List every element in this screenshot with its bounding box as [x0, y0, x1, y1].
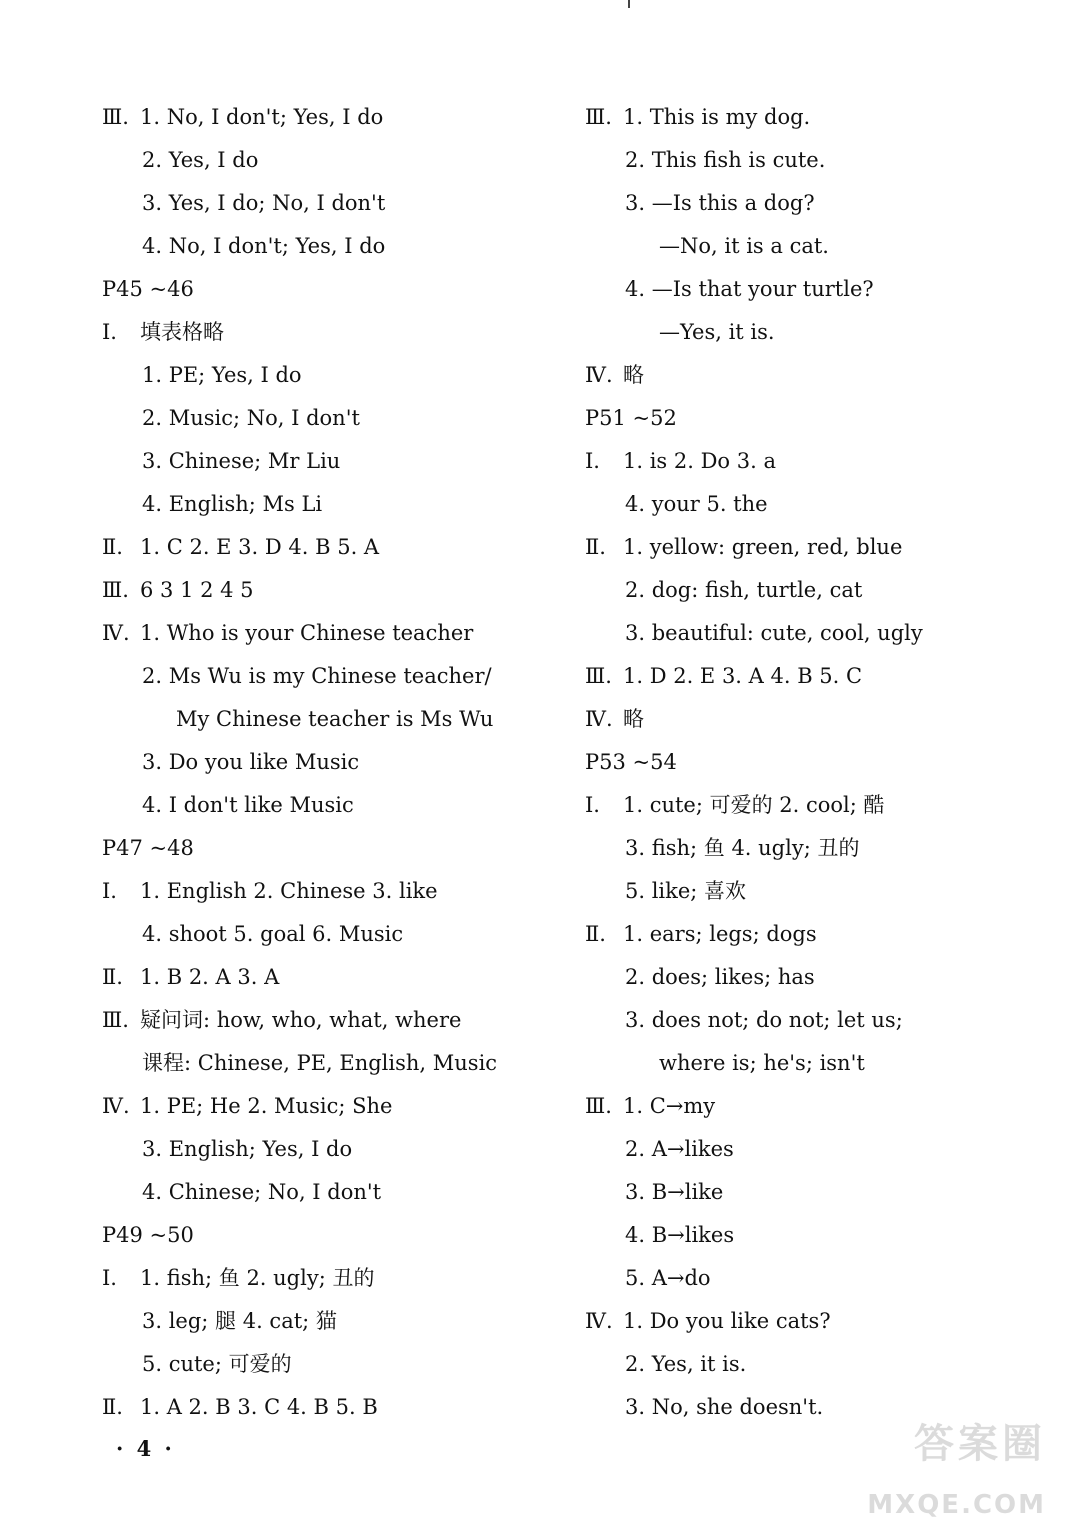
answer-line — [585, 311, 1045, 354]
section-numeral: Ⅲ. — [102, 105, 129, 129]
answer-line — [585, 96, 1045, 139]
section-numeral: Ⅱ. — [585, 922, 606, 946]
answer-text: 3. No, she doesn't. — [625, 1395, 824, 1419]
answer-text: 1. PE; He 2. Music; She — [140, 1094, 393, 1118]
answer-text: where is; he's; isn't — [659, 1051, 865, 1075]
answer-text: 略 — [623, 707, 644, 731]
section-numeral: Ⅲ. — [585, 664, 612, 688]
answer-line — [585, 268, 1045, 311]
answer-text: 课程: Chinese, PE, English, Music — [142, 1051, 498, 1075]
answer-text: 4. shoot 5. goal 6. Music — [142, 922, 404, 946]
answer-text: 1. ears; legs; dogs — [623, 922, 817, 946]
answer-text: 3. Do you like Music — [142, 750, 360, 774]
answer-text: 4. —Is that your turtle? — [625, 277, 874, 301]
answer-text: 3. B→like — [625, 1180, 724, 1204]
answer-line — [102, 1042, 552, 1085]
answer-text: 5. A→do — [625, 1266, 711, 1290]
section-numeral: Ⅰ. — [102, 879, 117, 903]
answer-line — [585, 612, 1045, 655]
answer-text: 1. Do you like cats? — [623, 1309, 831, 1333]
answer-line — [585, 1214, 1045, 1257]
section-numeral: Ⅱ. — [585, 535, 606, 559]
answer-line — [102, 1257, 552, 1300]
watermark-url: MXQE.COM — [867, 1490, 1046, 1520]
answer-line — [102, 440, 552, 483]
section-numeral: Ⅲ. — [102, 578, 129, 602]
answer-text: 2. Yes, I do — [142, 148, 259, 172]
answer-text: 2. Music; No, I don't — [142, 406, 360, 430]
answer-text: 3. Yes, I do; No, I don't — [142, 191, 386, 215]
page-range-heading — [585, 397, 1045, 440]
page-number: · 4 · — [116, 1436, 175, 1461]
answer-line — [585, 1128, 1045, 1171]
answer-line — [585, 139, 1045, 182]
answer-line — [102, 870, 552, 913]
watermark-logo-text: 答案圈 — [914, 1421, 1046, 1467]
answer-text: 疑问词: how, who, what, where — [140, 1008, 462, 1032]
answer-text: 1. C 2. E 3. D 4. B 5. A — [140, 535, 380, 559]
section-numeral: Ⅳ. — [102, 1094, 130, 1118]
answer-text: My Chinese teacher is Ms Wu — [176, 707, 494, 731]
section-numeral: Ⅳ. — [585, 707, 613, 731]
answer-line — [585, 182, 1045, 225]
answer-line — [585, 1257, 1045, 1300]
answer-text: 1. yellow: green, red, blue — [623, 535, 903, 559]
answer-line — [102, 1300, 552, 1343]
answer-line — [102, 182, 552, 225]
answer-text: 3. leg; 腿 4. cat; 猫 — [142, 1309, 337, 1333]
answer-text: —Yes, it is. — [659, 320, 775, 344]
answer-text: 6 3 1 2 4 5 — [140, 578, 254, 602]
answer-line — [102, 956, 552, 999]
answer-text: 1. B 2. A 3. A — [140, 965, 280, 989]
section-numeral: Ⅱ. — [102, 1395, 123, 1419]
answer-text: 2. does; likes; has — [625, 965, 815, 989]
section-numeral: Ⅰ. — [585, 449, 600, 473]
answer-line — [102, 1343, 552, 1386]
answer-text: P51 ~52 — [585, 406, 677, 430]
section-numeral: Ⅲ. — [585, 105, 612, 129]
answer-text: 略 — [623, 363, 644, 387]
answer-line — [585, 1343, 1045, 1386]
answer-line — [585, 784, 1045, 827]
answer-text: 1. Who is your Chinese teacher — [140, 621, 474, 645]
answer-text: —No, it is a cat. — [659, 234, 829, 258]
answer-line — [102, 397, 552, 440]
answer-text: P53 ~54 — [585, 750, 677, 774]
answer-line — [102, 1128, 552, 1171]
answer-text: 3. English; Yes, I do — [142, 1137, 353, 1161]
section-numeral: Ⅳ. — [585, 363, 613, 387]
answer-line — [585, 1300, 1045, 1343]
answer-line — [102, 311, 552, 354]
watermark — [826, 1406, 1056, 1526]
answer-text: 2. A→likes — [625, 1137, 734, 1161]
answer-line — [102, 526, 552, 569]
answer-text: 2. dog: fish, turtle, cat — [625, 578, 863, 602]
section-numeral: Ⅳ. — [102, 621, 130, 645]
answer-line — [585, 440, 1045, 483]
answer-text: 4. I don't like Music — [142, 793, 354, 817]
answer-text: 2. Yes, it is. — [625, 1352, 747, 1376]
answer-line — [585, 1085, 1045, 1128]
left-column — [102, 96, 552, 1429]
answer-line — [585, 698, 1045, 741]
answer-text: 3. does not; do not; let us; — [625, 1008, 903, 1032]
answer-line — [585, 1171, 1045, 1214]
answer-line — [102, 483, 552, 526]
answer-text: 3. beautiful: cute, cool, ugly — [625, 621, 923, 645]
answer-text: 3. Chinese; Mr Liu — [142, 449, 341, 473]
answer-line — [585, 999, 1045, 1042]
answer-line — [585, 483, 1045, 526]
answer-text: 2. This fish is cute. — [625, 148, 826, 172]
answer-text: 4. Chinese; No, I don't — [142, 1180, 382, 1204]
answer-text: 5. like; 喜欢 — [625, 879, 747, 903]
answer-text: 1. English 2. Chinese 3. like — [140, 879, 438, 903]
answer-text: 1. D 2. E 3. A 4. B 5. C — [623, 664, 863, 688]
answer-text: 3. fish; 鱼 4. ugly; 丑的 — [625, 836, 860, 860]
answer-line — [585, 225, 1045, 268]
answer-line — [102, 1386, 552, 1429]
section-numeral: Ⅰ. — [585, 793, 600, 817]
section-numeral: Ⅱ. — [102, 535, 123, 559]
answer-line — [585, 655, 1045, 698]
answer-line — [585, 913, 1045, 956]
answer-line — [102, 741, 552, 784]
answer-text: 4. No, I don't; Yes, I do — [142, 234, 386, 258]
answer-line — [102, 1085, 552, 1128]
answer-text: 1. is 2. Do 3. a — [623, 449, 776, 473]
answer-text: 4. English; Ms Li — [142, 492, 323, 516]
answer-text: 1. No, I don't; Yes, I do — [140, 105, 384, 129]
answer-text: 3. —Is this a dog? — [625, 191, 815, 215]
answer-line — [585, 827, 1045, 870]
answer-line — [102, 913, 552, 956]
answer-text: 2. Ms Wu is my Chinese teacher/ — [142, 664, 492, 688]
answer-text: 1. cute; 可爱的 2. cool; 酷 — [623, 793, 885, 817]
answer-text: 1. A 2. B 3. C 4. B 5. B — [140, 1395, 378, 1419]
answer-line — [102, 96, 552, 139]
answer-line — [102, 698, 552, 741]
answer-line — [102, 999, 552, 1042]
section-numeral: Ⅳ. — [585, 1309, 613, 1333]
section-numeral: Ⅰ. — [102, 1266, 117, 1290]
answer-text: 1. fish; 鱼 2. ugly; 丑的 — [140, 1266, 375, 1290]
answer-line — [585, 354, 1045, 397]
answer-line — [585, 1042, 1045, 1085]
answer-text: 4. B→likes — [625, 1223, 735, 1247]
section-numeral: Ⅰ. — [102, 320, 117, 344]
crop-mark — [628, 0, 630, 8]
right-column — [585, 96, 1045, 1429]
answer-text: 1. C→my — [623, 1094, 716, 1118]
answer-line — [102, 784, 552, 827]
answer-line — [102, 1171, 552, 1214]
section-numeral: Ⅲ. — [585, 1094, 612, 1118]
answer-line — [102, 225, 552, 268]
answer-line — [102, 655, 552, 698]
answer-text: 4. your 5. the — [625, 492, 768, 516]
answer-line — [102, 612, 552, 655]
page-range-heading — [102, 827, 552, 870]
section-numeral: Ⅱ. — [102, 965, 123, 989]
answer-line — [102, 139, 552, 182]
answer-line — [585, 956, 1045, 999]
answer-line — [102, 569, 552, 612]
answer-line — [585, 569, 1045, 612]
page-range-heading — [102, 268, 552, 311]
answer-text: P49 ~50 — [102, 1223, 194, 1247]
section-numeral: Ⅲ. — [102, 1008, 129, 1032]
answer-text: P47 ~48 — [102, 836, 194, 860]
answer-text: 5. cute; 可爱的 — [142, 1352, 292, 1376]
answer-line — [102, 354, 552, 397]
answer-line — [585, 526, 1045, 569]
answer-line — [585, 870, 1045, 913]
page-range-heading — [585, 741, 1045, 784]
answer-text: 1. This is my dog. — [623, 105, 811, 129]
answer-text: 1. PE; Yes, I do — [142, 363, 302, 387]
answer-text: 填表格略 — [140, 320, 224, 344]
answer-text: P45 ~46 — [102, 277, 194, 301]
page-range-heading — [102, 1214, 552, 1257]
